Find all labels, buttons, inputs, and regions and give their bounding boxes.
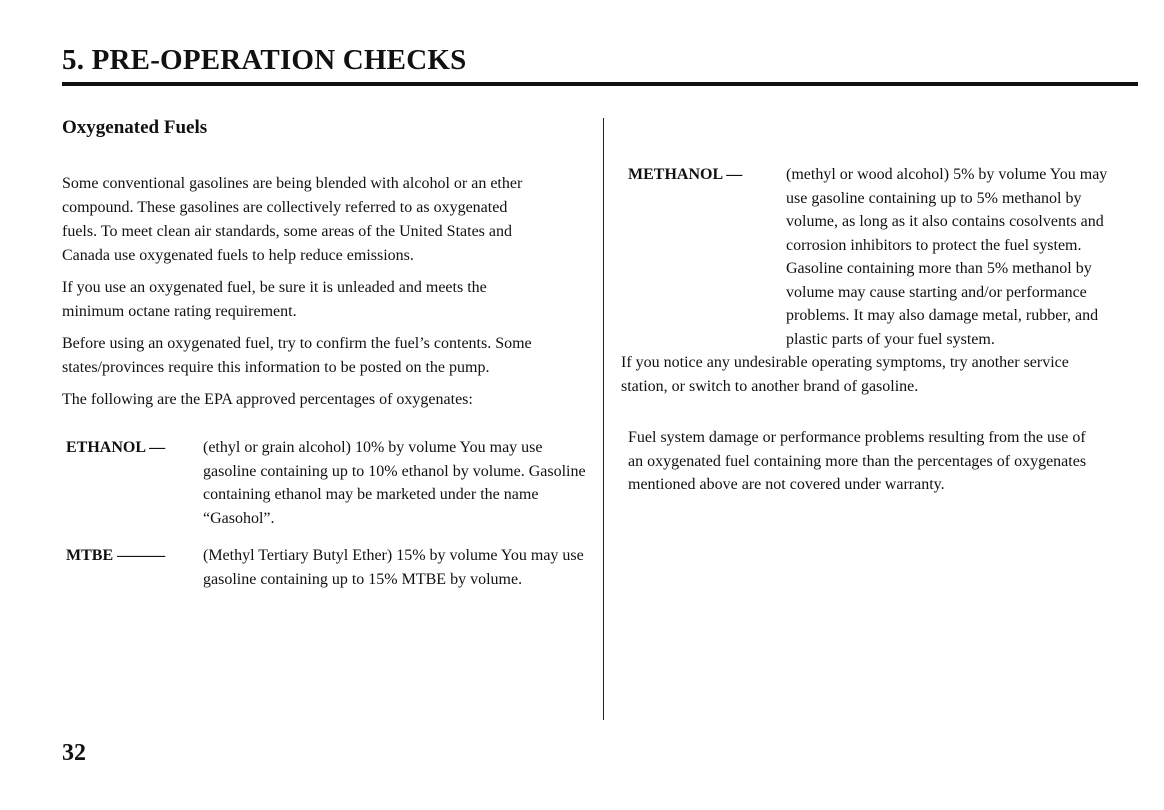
mtbe-term: MTBE ——— — [66, 547, 166, 564]
warranty-paragraph: Fuel system damage or performance problems resulting from the use of an oxygenated fuel containing more than the percentages of oxygenates mentioned above are not covered under warranty. — [628, 429, 1087, 493]
chapter-title: 5. PRE-OPERATION CHECKS — [62, 44, 467, 76]
ethanol-description: (ethyl or grain alcohol) 10% by volume You may use gasoline containing up to 10% ethanol by volume. Gasoline containing ethanol may be marketed under the name “Gasohol”. — [203, 439, 586, 527]
intro-paragraph: Some conventional gasolines are being blended with alcohol or an ether compound. These gasolines are collectively referred to as oxygenated fuels. To meet clean air standards, some areas of the United States and Canada use oxygenated fuels to help reduce emissions. — [62, 175, 523, 264]
methanol-description: (methyl or wood alcohol) 5% by volume You may use gasoline containing up to 5% methanol by volume, as long as it also contains cosolvents and corrosion inhibitors to protect the fuel system. Gasoline containing more than 5% methanol by volume may cause starting and/or performance problems. It may also damage metal, rubber, and plastic parts of your fuel system. — [786, 166, 1108, 348]
ethanol-term: ETHANOL — — [66, 439, 166, 456]
page-number: 32 — [62, 740, 86, 766]
notice-paragraph: If you notice any undesirable operating symptoms, try another service station, or switch to another brand of gasoline. — [621, 354, 1069, 395]
section-title: Oxygenated Fuels — [62, 117, 208, 138]
epa-percentages-paragraph: The following are the EPA approved percentages of oxygenates: — [62, 391, 473, 408]
left-column — [62, 116, 592, 591]
methanol-term: METHANOL — — [628, 166, 743, 183]
unleaded-paragraph: If you use an oxygenated fuel, be sure it is unleaded and meets the minimum octane rating requirement. — [62, 279, 487, 320]
mtbe-description: (Methyl Tertiary Butyl Ether) 15% by volume You may use gasoline containing up to 15% MTBE by volume. — [203, 547, 584, 588]
ethanol-entry — [66, 436, 592, 530]
title-rule — [62, 82, 1138, 86]
mtbe-entry — [66, 544, 592, 591]
column-divider — [603, 118, 604, 720]
methanol-entry — [628, 163, 1128, 351]
confirm-contents-paragraph: Before using an oxygenated fuel, try to confirm the fuel’s contents. Some states/provinces require this information to be posted on the pump. — [62, 335, 532, 376]
right-column — [621, 163, 1128, 497]
